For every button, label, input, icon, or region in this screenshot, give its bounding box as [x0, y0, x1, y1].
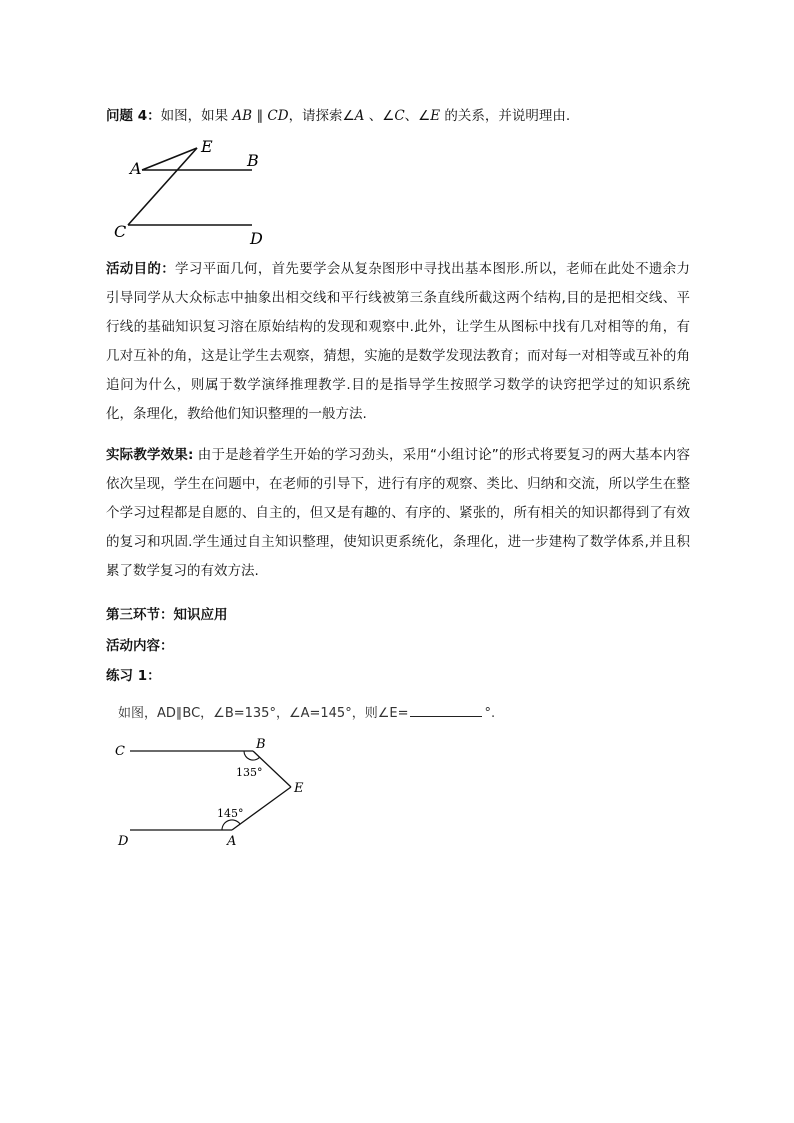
- problem-4-text-3: 、∠: [364, 108, 395, 124]
- figure-parallel-lines-e: [100, 132, 280, 250]
- activity-purpose-label: 活动目的：: [106, 261, 176, 277]
- line-ae: [142, 148, 197, 170]
- label-b: B: [247, 151, 259, 170]
- parallel-symbol: ∥: [252, 108, 268, 124]
- angle-c-name: C: [394, 108, 405, 124]
- angle-a-name: A: [354, 108, 365, 124]
- angle-a-value: 145°: [217, 807, 244, 820]
- activity-purpose: [106, 255, 690, 429]
- exercise-1-question: [118, 702, 495, 721]
- label-d: D: [250, 229, 263, 248]
- problem-4-text-4: 、∠: [404, 108, 431, 124]
- problem-4-text-1: 如图，如果: [160, 108, 233, 124]
- label-e: E: [201, 137, 213, 156]
- section-3-heading: 第三环节：知识应用: [106, 607, 228, 623]
- exercise-1-label: 练习 1：: [106, 668, 161, 684]
- segment-cd: CD: [267, 108, 289, 124]
- activity-purpose-text: 学习平面几何，首先要学会从复杂图形中寻找出基本图形.所以，老师在此处不遗余力引导同学从大众标志中抽象出相交线和平行线被第三条直线所截这两个结构,目的是把相交线、平行线的基础知识复习溶在原始结构的发现和观察中.此外，让学生从图标中找有几对相等的角，有几对互补的角，这是让学生去观察，猜想，实施的是数学发现法教育；而对每一对相等或互补的角追问为什么，则属于数学演绎推理教学.目的是指导学生按照学习数学的诀窍把学过的知识系统化，条理化，教给他们知识整理的一般方法.: [106, 261, 690, 422]
- label-a: A: [130, 159, 142, 178]
- activity-content-heading: 活动内容：: [106, 638, 174, 654]
- problem-4-text-2: ，请探索∠: [288, 108, 355, 124]
- problem-4-text-5: 的关系，并说明理由.: [440, 108, 571, 124]
- label-b2: B: [256, 737, 266, 752]
- figure-ad-bc-angle-e: [110, 734, 320, 852]
- problem-4-statement: [106, 104, 570, 124]
- label-c2: C: [115, 744, 125, 759]
- teaching-effect: [106, 441, 690, 586]
- label-e2: E: [294, 781, 304, 796]
- problem-4-label: 问题 4：: [106, 108, 161, 124]
- teaching-effect-text: 由于是趁着学生开始的学习劲头，采用“小组讨论”的形式将要复习的两大基本内容依次呈现，学生在问题中，在老师的引导下，进行有序的观察、类比、归纳和交流，所以学生在整个学习过程都是自愿的、自主的，但又是有趣的、有序的、紧张的，所有相关的知识都得到了有效的复习和巩固.学生通过自主知识整理，使知识更系统化，条理化，进一步建构了数学体系,并且积累了数学复习的有效方法.: [106, 447, 690, 579]
- segment-ab: AB: [232, 108, 253, 124]
- answer-blank: [410, 704, 482, 717]
- angle-b-value: 135°: [236, 766, 263, 779]
- label-c: C: [114, 222, 127, 241]
- teaching-effect-label: 实际教学效果:: [106, 447, 194, 463]
- label-a2: A: [227, 834, 237, 849]
- angle-a-arc: [222, 820, 240, 830]
- angle-e-name: E: [430, 108, 441, 124]
- label-d2: D: [118, 834, 129, 849]
- exercise-1-text: 如图，AD∥BC，∠B=135°，∠A=145°，则∠E=: [118, 706, 409, 721]
- exercise-1-degree: °.: [484, 706, 496, 721]
